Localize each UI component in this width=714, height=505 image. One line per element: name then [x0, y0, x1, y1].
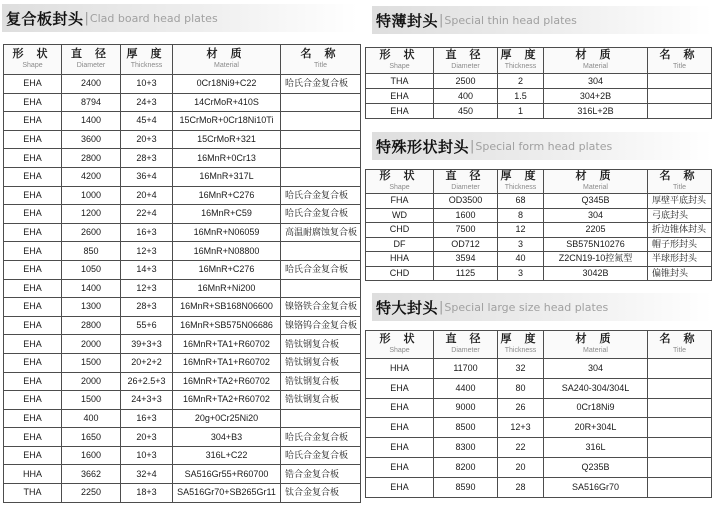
table-row: [4, 149, 361, 168]
cell-title: [648, 104, 712, 119]
cell-shape: EHA: [4, 112, 62, 131]
table-row: [4, 167, 361, 186]
cell-title: [281, 149, 361, 168]
cell-shape: HHA: [4, 465, 62, 484]
cell-thickness: 12+3: [121, 279, 173, 298]
table-header-row: [4, 45, 361, 75]
special-form-table: [365, 169, 712, 281]
cell-diameter: 1125: [434, 266, 498, 281]
col-header-shape: 形 状 Shape: [366, 170, 434, 194]
cell-diameter: 4400: [434, 378, 498, 398]
section-title-composite: [2, 4, 358, 32]
cell-title: [281, 112, 361, 131]
cell-diameter: 1600: [434, 208, 498, 223]
cell-material: 16MnR+0Cr13: [173, 149, 281, 168]
cell-shape: EHA: [4, 205, 62, 224]
cell-diameter: 7500: [434, 223, 498, 238]
table-row: [366, 74, 712, 89]
cell-shape: THA: [366, 74, 434, 89]
cell-title: 锆钛钢复合板: [281, 353, 361, 372]
cell-material: 16MnR+TA1+R60702: [173, 353, 281, 372]
cell-thickness: 22: [498, 438, 544, 458]
cell-material: SA516Gr70: [544, 477, 648, 497]
table-row: [4, 372, 361, 391]
cell-title: 哈氏合金复合板: [281, 260, 361, 279]
table-row: [4, 279, 361, 298]
cell-diameter: 3662: [62, 465, 121, 484]
section-title-large: [372, 293, 712, 321]
cell-material: 16MnR+C59: [173, 205, 281, 224]
cell-thickness: 16+3: [121, 409, 173, 428]
section-title-thin: [372, 6, 712, 34]
cell-title: [281, 130, 361, 149]
cell-material: 16MnR+SB168N06600: [173, 298, 281, 317]
table-row: [4, 353, 361, 372]
cell-material: SB575N10276: [544, 237, 648, 252]
table-row: [366, 208, 712, 223]
cell-thickness: 32+4: [121, 465, 173, 484]
cell-thickness: 39+3+3: [121, 335, 173, 354]
col-header-shape: 形 状 Shape: [366, 331, 434, 359]
cell-diameter: 400: [434, 89, 498, 104]
table-row: [366, 89, 712, 104]
cell-shape: EHA: [4, 242, 62, 261]
cell-material: 304+B3: [173, 428, 281, 447]
cell-diameter: 1300: [62, 298, 121, 317]
cell-diameter: 2000: [62, 372, 121, 391]
cell-title: [648, 378, 712, 398]
cell-shape: CHD: [366, 266, 434, 281]
cell-title: [648, 89, 712, 104]
cell-diameter: 1000: [62, 186, 121, 205]
cell-thickness: 24+3: [121, 93, 173, 112]
title-separator: |: [439, 299, 444, 315]
cell-thickness: 26: [498, 398, 544, 418]
table-row: [366, 252, 712, 267]
table-row: [4, 205, 361, 224]
table-row: [366, 418, 712, 438]
table-row: [4, 93, 361, 112]
table-row: [4, 335, 361, 354]
cell-diameter: 850: [62, 242, 121, 261]
cell-diameter: 1600: [62, 446, 121, 465]
cell-diameter: 1500: [62, 353, 121, 372]
cell-thickness: 18+3: [121, 484, 173, 503]
cell-thickness: 40: [498, 252, 544, 267]
cell-shape: EHA: [4, 409, 62, 428]
col-header-title: 名 称 Title: [648, 48, 712, 74]
cell-thickness: 14+3: [121, 260, 173, 279]
cell-diameter: 1400: [62, 112, 121, 131]
cell-thickness: 2: [498, 74, 544, 89]
cell-diameter: 3594: [434, 252, 498, 267]
cell-material: 304: [544, 74, 648, 89]
cell-thickness: 24+3+3: [121, 391, 173, 410]
cell-title: [648, 398, 712, 418]
cell-thickness: 28+3: [121, 149, 173, 168]
col-header-shape: 形 状 Shape: [366, 48, 434, 74]
section-title-zh: 特薄封头: [376, 11, 439, 30]
table-row: [366, 266, 712, 281]
cell-diameter: 1500: [62, 391, 121, 410]
cell-thickness: 80: [498, 378, 544, 398]
cell-material: 316L: [544, 438, 648, 458]
cell-material: 20R+304L: [544, 418, 648, 438]
col-header-thickness: 厚 度 Thickness: [121, 45, 173, 75]
cell-material: 16MnR+317L: [173, 167, 281, 186]
table-row: [4, 75, 361, 94]
cell-thickness: 32: [498, 359, 544, 379]
table-row: [4, 112, 361, 131]
table-row: [4, 391, 361, 410]
cell-title: [648, 457, 712, 477]
table-row: [366, 359, 712, 379]
table-row: [366, 237, 712, 252]
large-size-table: [365, 330, 712, 498]
col-header-thickness: 厚 度 Thickness: [498, 331, 544, 359]
cell-shape: EHA: [4, 428, 62, 447]
cell-diameter: 8590: [434, 477, 498, 497]
cell-diameter: 8300: [434, 438, 498, 458]
table-row: [4, 298, 361, 317]
section-title-en: Special form head plates: [475, 139, 613, 153]
col-header-title: 名 称 Title: [648, 331, 712, 359]
cell-material: SA516Gr70+SB265Gr11: [173, 484, 281, 503]
cell-thickness: 20+4: [121, 186, 173, 205]
cell-diameter: 1050: [62, 260, 121, 279]
cell-title: 镍铬铁合金复合板: [281, 298, 361, 317]
cell-material: SA516Gr55+R60700: [173, 465, 281, 484]
cell-material: 3042B: [544, 266, 648, 281]
cell-diameter: 2500: [434, 74, 498, 89]
cell-diameter: 400: [62, 409, 121, 428]
cell-title: 锆钛钢复合板: [281, 335, 361, 354]
cell-material: 0Cr18Ni9+C22: [173, 75, 281, 94]
cell-thickness: 3: [498, 237, 544, 252]
cell-title: [648, 418, 712, 438]
cell-shape: EHA: [4, 372, 62, 391]
cell-material: 16MnR+TA1+R60702: [173, 335, 281, 354]
cell-thickness: 12: [498, 223, 544, 238]
table-row: [366, 477, 712, 497]
cell-diameter: 2250: [62, 484, 121, 503]
cell-thickness: 55+6: [121, 316, 173, 335]
cell-shape: EHA: [4, 149, 62, 168]
table-row: [366, 194, 712, 209]
cell-diameter: 8794: [62, 93, 121, 112]
table-row: [4, 484, 361, 503]
cell-thickness: 68: [498, 194, 544, 209]
cell-diameter: OD712: [434, 237, 498, 252]
col-header-material: 材 质 Material: [544, 48, 648, 74]
col-header-title: 名 称 Title: [648, 170, 712, 194]
thin-table: [365, 47, 712, 119]
cell-thickness: 26+2.5+3: [121, 372, 173, 391]
cell-diameter: 11700: [434, 359, 498, 379]
cell-title: 锆钛钢复合板: [281, 372, 361, 391]
cell-shape: THA: [4, 484, 62, 503]
cell-material: 316L+C22: [173, 446, 281, 465]
cell-material: 16MnR+SB575N06686: [173, 316, 281, 335]
cell-thickness: 1: [498, 104, 544, 119]
col-header-title: 名 称 Title: [281, 45, 361, 75]
cell-shape: EHA: [4, 335, 62, 354]
cell-title: [281, 279, 361, 298]
cell-diameter: 2000: [62, 335, 121, 354]
title-separator: |: [439, 12, 444, 28]
cell-material: 16MnR+TA2+R60702: [173, 391, 281, 410]
cell-shape: EHA: [366, 378, 434, 398]
cell-diameter: 4200: [62, 167, 121, 186]
table-row: [366, 398, 712, 418]
table-row: [366, 378, 712, 398]
cell-diameter: OD3500: [434, 194, 498, 209]
cell-material: 16MnR+C276: [173, 260, 281, 279]
cell-title: 锆钛钢复合板: [281, 391, 361, 410]
table-row: [366, 438, 712, 458]
cell-shape: DF: [366, 237, 434, 252]
table-header-row: [366, 170, 712, 194]
cell-thickness: 12+3: [121, 242, 173, 261]
cell-title: 折边锥体封头: [648, 223, 712, 238]
title-separator: |: [470, 138, 475, 154]
table-row: [366, 457, 712, 477]
section-title-zh: 特大封头: [376, 298, 439, 317]
cell-shape: FHA: [366, 194, 434, 209]
cell-shape: EHA: [366, 104, 434, 119]
section-title-en: Special thin head plates: [444, 13, 577, 27]
cell-material: 16MnR+C276: [173, 186, 281, 205]
cell-thickness: 20: [498, 457, 544, 477]
cell-title: [648, 477, 712, 497]
cell-shape: EHA: [366, 89, 434, 104]
cell-title: 高温耐腐蚀复合板: [281, 223, 361, 242]
cell-shape: EHA: [366, 398, 434, 418]
cell-title: 厚壁平底封头: [648, 194, 712, 209]
table-header-row: [366, 331, 712, 359]
cell-material: 304+2B: [544, 89, 648, 104]
table-row: [4, 223, 361, 242]
cell-thickness: 20+3: [121, 428, 173, 447]
cell-diameter: 2800: [62, 149, 121, 168]
cell-material: Q345B: [544, 194, 648, 209]
cell-title: [648, 438, 712, 458]
col-header-diameter: 直 径 Diameter: [434, 331, 498, 359]
table-row: [366, 104, 712, 119]
cell-material: SA240-304/304L: [544, 378, 648, 398]
cell-title: [648, 359, 712, 379]
cell-thickness: 45+4: [121, 112, 173, 131]
cell-title: [281, 93, 361, 112]
cell-title: 镍铬钨合金复合板: [281, 316, 361, 335]
cell-shape: EHA: [4, 75, 62, 94]
table-row: [4, 409, 361, 428]
table-header-row: [366, 48, 712, 74]
col-header-shape: 形 状 Shape: [4, 45, 62, 75]
cell-material: 15CrMoR+321: [173, 130, 281, 149]
cell-title: [281, 409, 361, 428]
cell-diameter: 450: [434, 104, 498, 119]
cell-shape: EHA: [4, 260, 62, 279]
cell-material: 2205: [544, 223, 648, 238]
cell-title: [281, 242, 361, 261]
cell-diameter: 2800: [62, 316, 121, 335]
col-header-material: 材 质 Material: [544, 331, 648, 359]
table-row: [4, 130, 361, 149]
cell-title: [281, 167, 361, 186]
cell-material: 304: [544, 208, 648, 223]
cell-diameter: 1400: [62, 279, 121, 298]
cell-thickness: 10+3: [121, 75, 173, 94]
title-separator: |: [84, 10, 89, 26]
cell-thickness: 1.5: [498, 89, 544, 104]
cell-thickness: 10+3: [121, 446, 173, 465]
cell-diameter: 2400: [62, 75, 121, 94]
col-header-thickness: 厚 度 Thickness: [498, 48, 544, 74]
table-row: [4, 260, 361, 279]
cell-diameter: 1650: [62, 428, 121, 447]
cell-title: 哈氏合金复合板: [281, 186, 361, 205]
cell-title: 偏锥封头: [648, 266, 712, 281]
table-row: [4, 316, 361, 335]
cell-shape: EHA: [4, 93, 62, 112]
table-row: [4, 242, 361, 261]
cell-thickness: 3: [498, 266, 544, 281]
cell-shape: HHA: [366, 252, 434, 267]
cell-shape: EHA: [4, 167, 62, 186]
cell-material: Q235B: [544, 457, 648, 477]
cell-shape: EHA: [366, 438, 434, 458]
cell-material: 0Cr18Ni9: [544, 398, 648, 418]
col-header-material: 材 质 Material: [173, 45, 281, 75]
cell-shape: EHA: [4, 298, 62, 317]
cell-shape: EHA: [4, 391, 62, 410]
cell-diameter: 8200: [434, 457, 498, 477]
cell-shape: HHA: [366, 359, 434, 379]
cell-diameter: 8500: [434, 418, 498, 438]
table-row: [4, 465, 361, 484]
cell-thickness: 20+2+2: [121, 353, 173, 372]
cell-thickness: 16+3: [121, 223, 173, 242]
cell-material: Z2CN19-10控氮型: [544, 252, 648, 267]
cell-title: 哈氏合金复合板: [281, 75, 361, 94]
cell-shape: EHA: [4, 446, 62, 465]
cell-title: 锆合金复合板: [281, 465, 361, 484]
col-header-diameter: 直 径 Diameter: [434, 170, 498, 194]
cell-title: 钛合金复合板: [281, 484, 361, 503]
cell-title: 弓底封头: [648, 208, 712, 223]
cell-diameter: 2600: [62, 223, 121, 242]
cell-material: 16MnR+TA2+R60702: [173, 372, 281, 391]
cell-shape: EHA: [4, 130, 62, 149]
col-header-diameter: 直 径 Diameter: [62, 45, 121, 75]
cell-shape: EHA: [4, 279, 62, 298]
cell-shape: EHA: [4, 353, 62, 372]
cell-diameter: 9000: [434, 398, 498, 418]
cell-title: 哈氏合金复合板: [281, 446, 361, 465]
cell-material: 20g+0Cr25Ni20: [173, 409, 281, 428]
section-title-special-form: [372, 132, 712, 160]
cell-shape: EHA: [366, 418, 434, 438]
table-row: [4, 186, 361, 205]
cell-title: 哈氏合金复合板: [281, 428, 361, 447]
cell-shape: CHD: [366, 223, 434, 238]
cell-material: 14CrMoR+410S: [173, 93, 281, 112]
section-title-zh: 复合板封头: [6, 9, 84, 28]
cell-shape: EHA: [4, 316, 62, 335]
cell-material: 16MnR+N08800: [173, 242, 281, 261]
cell-material: 316L+2B: [544, 104, 648, 119]
cell-shape: EHA: [4, 186, 62, 205]
cell-shape: EHA: [366, 477, 434, 497]
table-row: [4, 446, 361, 465]
cell-thickness: 8: [498, 208, 544, 223]
section-title-zh: 特殊形状封头: [376, 137, 470, 156]
col-header-diameter: 直 径 Diameter: [434, 48, 498, 74]
cell-shape: EHA: [366, 457, 434, 477]
cell-material: 304: [544, 359, 648, 379]
col-header-material: 材 质 Material: [544, 170, 648, 194]
section-title-en: Special large size head plates: [444, 300, 609, 314]
col-header-thickness: 厚 度 Thickness: [498, 170, 544, 194]
cell-thickness: 22+4: [121, 205, 173, 224]
section-title-en: Clad board head plates: [89, 11, 218, 25]
cell-thickness: 28: [498, 477, 544, 497]
cell-shape: EHA: [4, 223, 62, 242]
table-row: [4, 428, 361, 447]
cell-material: 16MnR+Ni200: [173, 279, 281, 298]
cell-thickness: 36+4: [121, 167, 173, 186]
cell-material: 15CrMoR+0Cr18Ni10Ti: [173, 112, 281, 131]
cell-title: [648, 74, 712, 89]
cell-title: 帽子形封头: [648, 237, 712, 252]
composite-table: [3, 44, 361, 503]
cell-title: 哈氏合金复合板: [281, 205, 361, 224]
cell-title: 半球形封头: [648, 252, 712, 267]
cell-diameter: 1200: [62, 205, 121, 224]
cell-material: 16MnR+N06059: [173, 223, 281, 242]
cell-shape: WD: [366, 208, 434, 223]
cell-thickness: 28+3: [121, 298, 173, 317]
cell-thickness: 12+3: [498, 418, 544, 438]
cell-thickness: 20+3: [121, 130, 173, 149]
table-row: [366, 223, 712, 238]
cell-diameter: 3600: [62, 130, 121, 149]
